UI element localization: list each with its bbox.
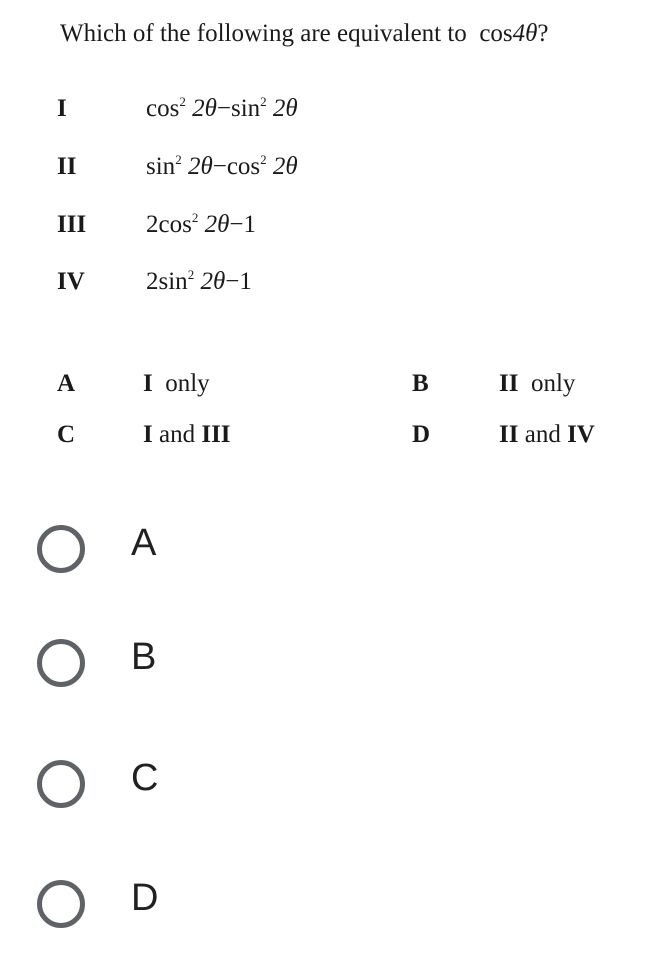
prompt-fn: cos	[479, 20, 513, 47]
exponent: 2	[260, 94, 267, 109]
arg: 2θ	[187, 153, 213, 180]
option-letter-a	[57, 370, 75, 398]
radio-button-a[interactable]	[37, 525, 85, 573]
radio-button-b[interactable]	[37, 639, 85, 687]
option-text-b	[499, 370, 575, 398]
statement-numeral: III	[57, 211, 87, 238]
question-prompt-expression	[473, 20, 537, 47]
arg: 2θ	[272, 153, 298, 180]
constant: 1	[239, 268, 252, 295]
statement-expression	[146, 211, 256, 239]
statement-row-2	[0, 153, 670, 193]
fn: cos	[158, 211, 192, 238]
question-image	[0, 0, 670, 480]
arg: 2θ	[200, 268, 226, 295]
option-text-a	[143, 370, 210, 398]
statement-numeral: I	[57, 95, 67, 122]
statement-row-3	[0, 211, 670, 251]
coefficient: 2	[146, 268, 159, 295]
fn: sin	[230, 95, 261, 122]
question-prompt	[60, 20, 549, 48]
statement-expression	[146, 95, 298, 123]
choice-label-b[interactable]: B	[131, 636, 157, 678]
exponent: 2	[179, 94, 186, 109]
choice-label-c[interactable]: C	[131, 757, 159, 799]
option-numeral: I	[143, 421, 153, 448]
option-and: and	[524, 421, 561, 448]
operator: −	[229, 211, 244, 238]
fn: sin	[146, 153, 176, 180]
radio-button-c[interactable]	[37, 760, 85, 808]
statement-expression	[146, 268, 252, 296]
choice-label-a[interactable]: A	[131, 522, 157, 564]
option-letter-c	[57, 421, 75, 449]
statement-numeral: II	[57, 153, 77, 180]
prompt-arg: 4θ	[512, 20, 538, 47]
option-letter-b	[412, 370, 429, 398]
operator: −	[225, 268, 240, 295]
option-numeral: I	[143, 370, 153, 397]
question-mark: ?	[537, 20, 549, 47]
option-letter-d	[412, 421, 430, 449]
coefficient: 2	[146, 211, 159, 238]
statement-numeral: IV	[57, 268, 85, 295]
arg: 2θ	[204, 211, 230, 238]
fn: cos	[146, 95, 180, 122]
operator: −	[212, 153, 227, 180]
statement-row-1	[0, 95, 670, 135]
option-text-d	[499, 421, 595, 449]
exponent: 2	[187, 267, 195, 282]
choice-a[interactable]	[0, 500, 670, 610]
question-prompt-text: Which of the following are equivalent to	[60, 20, 467, 47]
option-letter: C	[57, 421, 76, 448]
arg: 2θ	[192, 95, 217, 122]
exponent: 2	[260, 152, 267, 167]
option-numeral: III	[201, 421, 231, 448]
option-and: and	[158, 421, 196, 448]
radio-button-d[interactable]	[37, 880, 85, 928]
exponent: 2	[175, 152, 182, 167]
fn: cos	[226, 153, 261, 180]
fn: sin	[158, 268, 188, 295]
exponent: 2	[191, 210, 199, 225]
constant: 1	[243, 211, 256, 238]
option-numeral: II	[499, 370, 519, 397]
option-letter: D	[412, 421, 431, 448]
choice-b[interactable]	[0, 614, 670, 724]
operator: −	[216, 95, 231, 122]
choice-c[interactable]	[0, 735, 670, 845]
option-suffix: only	[165, 370, 210, 397]
statement-row-4	[0, 268, 670, 308]
option-text-c	[143, 421, 231, 449]
option-numeral: IV	[567, 421, 595, 448]
option-numeral: II	[499, 421, 519, 448]
option-suffix: only	[530, 370, 576, 397]
choice-label-d[interactable]: D	[131, 877, 159, 919]
choice-d[interactable]	[0, 855, 670, 965]
option-letter: B	[412, 370, 429, 397]
arg: 2θ	[272, 95, 298, 122]
option-letter: A	[57, 370, 76, 397]
statement-expression	[146, 153, 298, 181]
